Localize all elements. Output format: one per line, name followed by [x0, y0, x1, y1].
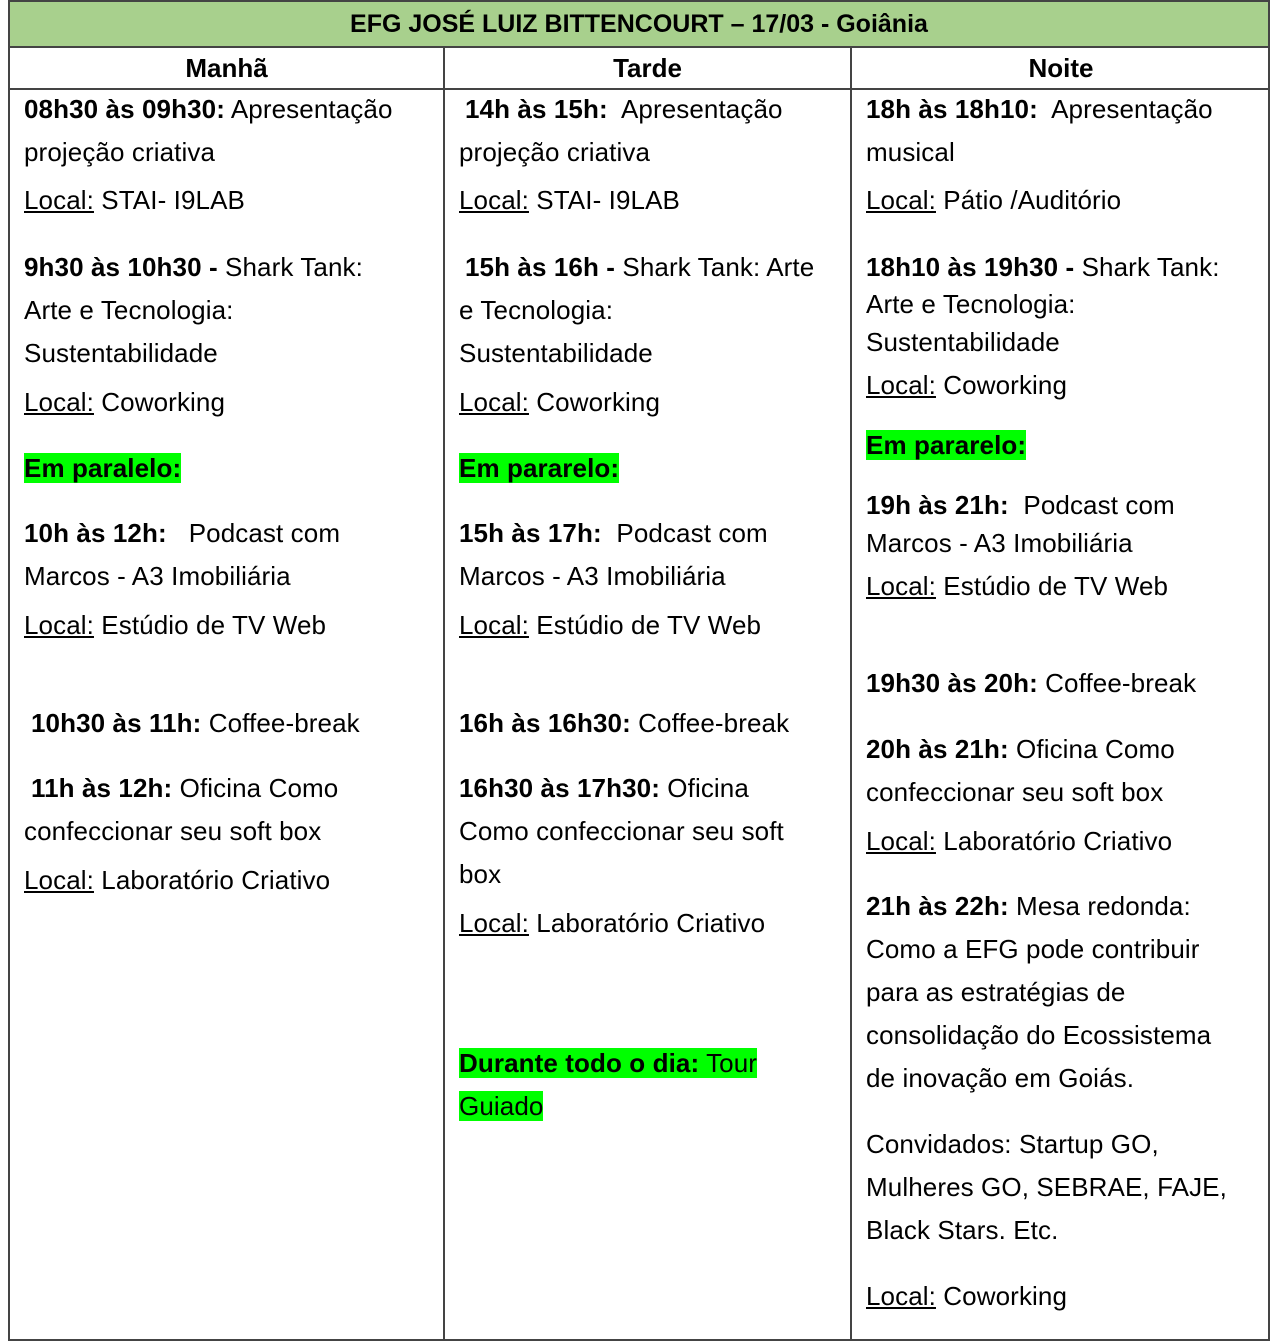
schedule-entry: 21h às 22h: Mesa redonda:	[866, 891, 1191, 921]
entry-location: Local: Laboratório Criativo	[459, 908, 766, 938]
schedule-entry: 14h às 15h: Apresentação	[459, 88, 783, 131]
guests-text: Convidados: Startup GO,	[866, 1129, 1159, 1159]
schedule-entry: 9h30 às 10h30 - Shark Tank:	[24, 252, 363, 282]
entry-time: 19h às 21h:	[866, 490, 1009, 520]
schedule-entry: 18h10 às 19h30 - Shark Tank:	[866, 252, 1220, 282]
parallel-label: Em paralelo:	[24, 453, 182, 483]
entry-text: Sustentabilidade	[866, 327, 1060, 357]
entry-text: Sustentabilidade	[24, 338, 218, 368]
entry-time: 15h às 16h -	[465, 252, 616, 282]
entry-location: Local: Laboratório Criativo	[24, 865, 331, 895]
entry-text: Arte e Tecnologia:	[866, 289, 1076, 319]
entry-location: Local: STAI- I9LAB	[24, 185, 245, 215]
entry-location: Local: STAI- I9LAB	[459, 185, 680, 215]
entry-location: Local: Laboratório Criativo	[866, 826, 1173, 856]
header-night: Noite	[852, 48, 1270, 90]
entry-location: Local: Estúdio de TV Web	[866, 571, 1169, 601]
guests-text: Mulheres GO, SEBRAE, FAJE,	[866, 1172, 1227, 1202]
night-column	[852, 90, 1270, 1339]
schedule-entry: 15h às 16h - Shark Tank: Arte	[459, 246, 814, 289]
header-morning: Manhã	[10, 48, 443, 90]
entry-text: projeção criativa	[459, 137, 651, 167]
schedule-entry: 19h às 21h: Podcast com	[866, 490, 1175, 520]
entry-time: 18h às 18h10:	[866, 94, 1038, 124]
entry-text: Marcos - A3 Imobiliária	[459, 561, 726, 591]
guests-text: Black Stars. Etc.	[866, 1215, 1059, 1245]
entry-location: Local: Pátio /Auditório	[866, 185, 1122, 215]
entry-location: Local: Estúdio de TV Web	[24, 610, 327, 640]
entry-time: 20h às 21h:	[866, 734, 1009, 764]
entry-text: de inovação em Goiás.	[866, 1063, 1135, 1093]
entry-time: 11h às 12h:	[31, 773, 173, 803]
entry-text: box	[459, 859, 502, 889]
entry-time: 15h às 17h:	[459, 518, 602, 548]
entry-text: musical	[866, 137, 955, 167]
schedule-entry: 08h30 às 09h30: Apresentação	[24, 94, 393, 124]
entry-time: 16h às 16h30:	[459, 708, 631, 738]
entry-time: 19h30 às 20h:	[866, 668, 1038, 698]
entry-text: Arte e Tecnologia:	[24, 295, 234, 325]
schedule-table	[8, 0, 1270, 1341]
entry-text: Como confeccionar seu soft	[459, 816, 784, 846]
entry-time: 9h30 às 10h30 -	[24, 252, 218, 282]
schedule-entry: 10h30 às 11h: Coffee-break	[31, 708, 360, 738]
entry-time: 14h às 15h:	[465, 94, 608, 124]
entry-time: 18h10 às 19h30 -	[866, 252, 1075, 282]
schedule-entry: 18h às 18h10: Apresentação	[866, 94, 1213, 124]
entry-location: Local: Coworking	[866, 1281, 1068, 1311]
entry-time: 10h30 às 11h:	[31, 708, 202, 738]
header-afternoon: Tarde	[445, 48, 850, 90]
entry-text: e Tecnologia:	[459, 295, 614, 325]
entry-location: Local: Coworking	[459, 387, 661, 417]
schedule-entry: 16h30 às 17h30: Oficina	[459, 773, 749, 803]
schedule-entry: 11h às 12h: Oficina Como	[31, 773, 339, 803]
entry-text: consolidação do Ecossistema	[866, 1020, 1212, 1050]
entry-time: 21h às 22h:	[866, 891, 1009, 921]
entry-text: confeccionar seu soft box	[24, 816, 322, 846]
entry-time: 08h30 às 09h30:	[24, 94, 225, 124]
afternoon-column	[445, 90, 850, 1339]
allday-note-cont: Guiado	[459, 1091, 544, 1121]
entry-time: 16h30 às 17h30:	[459, 773, 660, 803]
entry-text: projeção criativa	[24, 137, 216, 167]
event-title: EFG JOSÉ LUIZ BITTENCOURT – 17/03 - Goiânia	[10, 2, 1268, 48]
entry-location: Local: Estúdio de TV Web	[459, 610, 762, 640]
schedule-entry: 16h às 16h30: Coffee-break	[459, 708, 790, 738]
schedule-entry: 15h às 17h: Podcast com	[459, 518, 768, 548]
entry-text: Marcos - A3 Imobiliária	[866, 528, 1133, 558]
entry-time: 10h às 12h:	[24, 518, 167, 548]
morning-column	[10, 90, 443, 1339]
parallel-label: Em pararelo:	[866, 430, 1027, 460]
entry-text: Sustentabilidade	[459, 338, 653, 368]
entry-text: para as estratégias de	[866, 977, 1126, 1007]
schedule-entry: 19h30 às 20h: Coffee-break	[866, 668, 1197, 698]
entry-location: Local: Coworking	[866, 370, 1068, 400]
entry-text: confeccionar seu soft box	[866, 777, 1164, 807]
schedule-entry: 10h às 12h: Podcast com	[24, 518, 341, 548]
allday-note: Durante todo o dia: Tour	[459, 1048, 758, 1078]
entry-text: Como a EFG pode contribuir	[866, 934, 1200, 964]
schedule-entry: 20h às 21h: Oficina Como	[866, 734, 1175, 764]
parallel-label: Em pararelo:	[459, 453, 620, 483]
entry-location: Local: Coworking	[24, 387, 226, 417]
entry-text: Marcos - A3 Imobiliária	[24, 561, 291, 591]
